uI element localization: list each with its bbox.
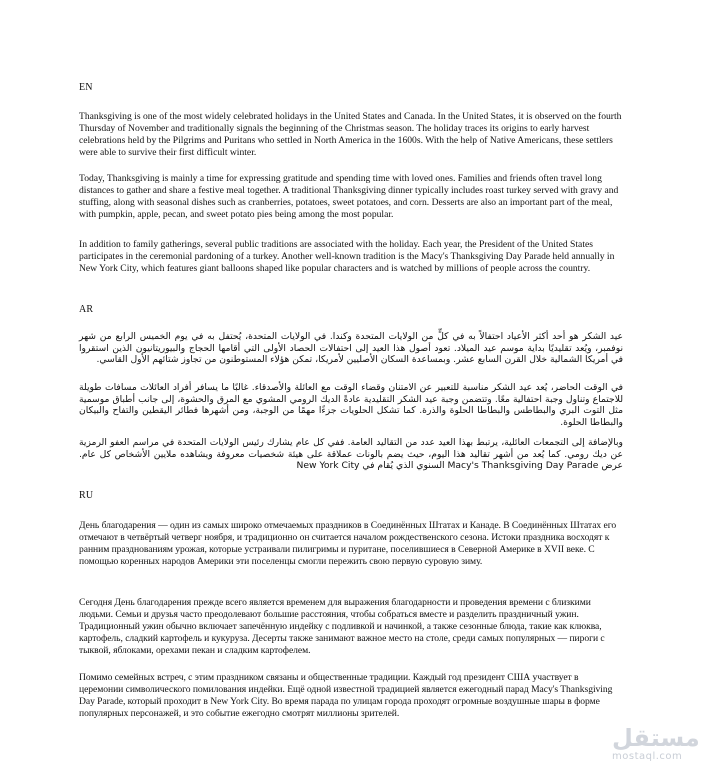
ru-paragraph-2: Сегодня День благодарения прежде всего является временем для выражения благодарности и проведения времени с близкими людьми. Семьи и друзья часто преодолевают большие расстояния, чтобы собраться вместе и разделить праздничный ужин. Традиционный ужин обычно включает запечённую индейку с подливкой и начинкой, а также сезонные блюда, такие как клюква, картофель, сладкий картофель и кукуруза. Десерты также занимают важное место на столе, среди самых популярных — пироги с тыквой, яблоками, орехами пекан и сладким картофелем. — [79, 597, 605, 657]
mostaql-watermark — [612, 724, 700, 765]
ar-paragraph-1: عيد الشكر هو أحد أكثر الأعياد احتفالاً به في كلٍّ من الولايات المتحدة وكندا. في الولايات المتحدة، يُحتفل به في يوم الخميس الرابع من شهر نوفمبر، ويُعد تقليديًا بداية موسم عيد الميلاد. تعود أصول هذا العيد إلى احتفالات الحصاد الأولى التي أقامها الحجاج والبيوريتانيون الذين استقروا في أمريكا الشمالية خلال القرن السابع عشر. وبمساعدة السكان الأصليين لأمريكا، تمكن هؤلاء المستوطنون من تجاوز شتائهم الأول القاسي. — [79, 331, 623, 366]
watermark-url: mostaql.com — [612, 751, 683, 762]
ar-paragraph-2: في الوقت الحاضر، يُعد عيد الشكر مناسبة للتعبير عن الامتنان وقضاء الوقت مع العائلة والأصدقاء. غالبًا ما يسافر أفراد العائلات مسافات طويلة للاجتماع وتناول وجبة احتفالية معًا. وتتضمن وجبة عيد الشكر التقليدية عادةً الديك الرومي المشوي مع المرق والحشوة، إلى جانب أطباق موسمية مثل التوت البري والبطاطس والبطاطا الحلوة والذرة. كما تشكل الحلويات جزءًا مهمًا من الوجبة، ومن أشهرها فطائر اليقطين والتفاح والبيكان والبطاطا الحلوة. — [79, 382, 623, 428]
ru-paragraph-1: День благодарения — один из самых широко отмечаемых праздников в Соединённых Штатах и Канаде. В Соединённых Штатах его отмечают в четвёртый четверг ноября, и традиционно он считается началом рождественского сезона. Истоки праздника восходят к ранним празднованиям урожая, которые устраивали пилигримы и пуритане, поселившиеся в Северной Америке в XVII веке. С помощью коренных народов Америки эти поселенцы смогли пережить свою первую суровую зиму. — [79, 520, 617, 568]
en-paragraph-1: Thanksgiving is one of the most widely celebrated holidays in the United States and Canada. In the United States, it is observed on the fourth Thursday of November and traditionally signals the beginning of the Christmas season. The holiday traces its origins to early harvest celebrations held by the Pilgrims and Puritans who settled in North America in the 1600s. With the help of Native Americans, these settlers were able to survive their first difficult winter. — [79, 111, 622, 159]
ru-paragraph-3: Помимо семейных встреч, с этим праздником связаны и общественные традиции. Каждый год президент США участвует в церемонии символического помилования индейки. Ещё одной известной традицией является ежегодный парад Macy's Thanksgiving Day Parade, который проходит в New York City. Во время парада по улицам города проходят огромные воздушные шары в форме популярных персонажей, и это событие ежегодно смотрят миллионы зрителей. — [79, 672, 613, 720]
section-label-en: EN — [79, 82, 93, 93]
watermark-logo: مستقل — [612, 724, 700, 752]
section-label-ru: RU — [79, 490, 94, 501]
ar-paragraph-3: وبالإضافة إلى التجمعات العائلية، يرتبط بهذا العيد عدد من التقاليد العامة. ففي كل عام يشارك رئيس الولايات المتحدة في مراسم العفو الرمزية عن ديك رومي. كما يُعد من أشهر تقاليد هذا اليوم، حيث يضم بالونات عملاقة على هيئة شخصيات معروفة ويشاهده ملايين الأشخاص كل عام. عرض Macy's Thanksgiving Day Parade السنوي الذي يُقام في New York City — [79, 437, 623, 472]
en-paragraph-2: Today, Thanksgiving is mainly a time for expressing gratitude and spending time with loved ones. Families and friends often travel long distances to gather and share a festive meal together. A traditional Thanksgiving dinner typically includes roast turkey served with gravy and stuffing, along with seasonal dishes such as cranberries, potatoes, sweet potatoes, and corn. Desserts are also an important part of the meal, with pumpkin, apple, pecan, and sweet potato pies being among the most popular. — [79, 173, 619, 221]
section-label-ar: AR — [79, 304, 94, 315]
en-paragraph-3: In addition to family gatherings, several public traditions are associated with the holiday. Each year, the President of the United States participates in the ceremonial pardoning of a turkey. Another well-known tradition is the Macy's Thanksgiving Day Parade held annually in New York City, which features giant balloons shaped like popular characters and is watched by millions of people across the country. — [79, 239, 615, 275]
